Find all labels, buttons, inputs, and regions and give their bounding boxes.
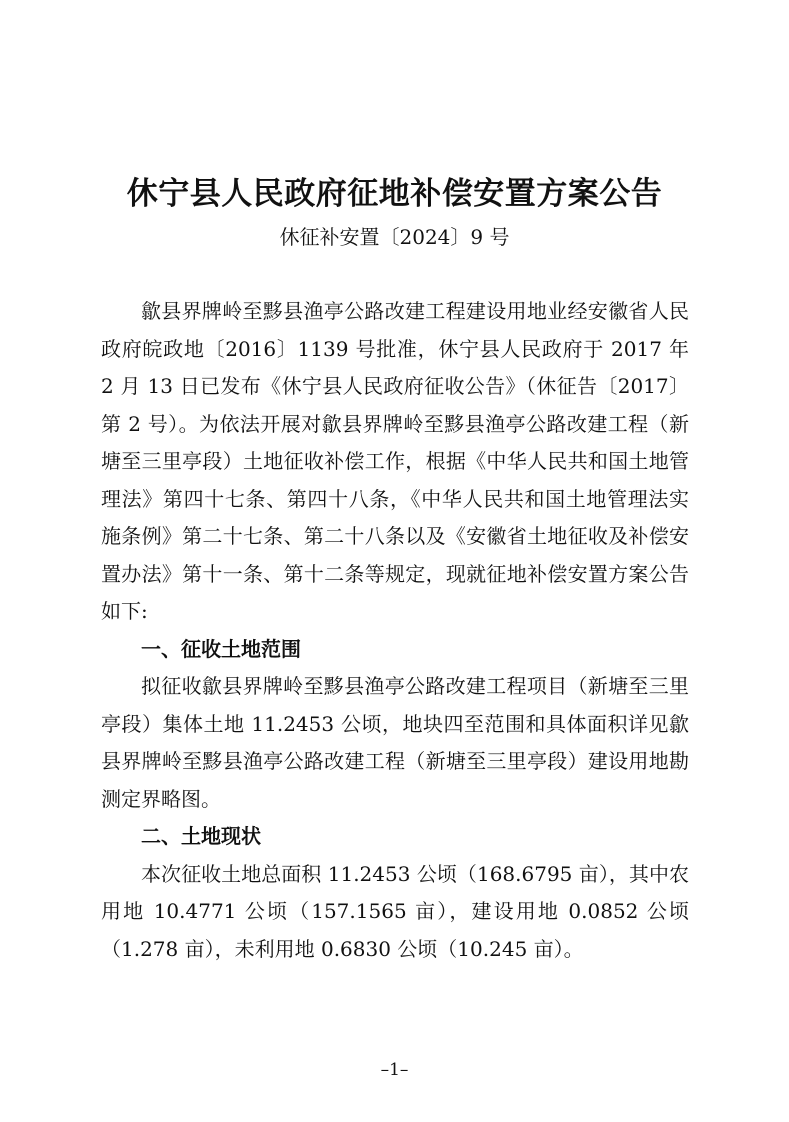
document-body [101, 293, 689, 968]
document-number: 休征补安置〔2024〕9 号 [279, 225, 510, 249]
section-1-paragraph: 拟征收歙县界牌岭至黟县渔亭公路改建工程项目（新塘至三里亭段）集体土地 11.2453 公顷，地块四至范围和具体面积详见歙县界牌岭至黟县渔亭公路改建工程（新塘至三里亭段）建设用地勘测定界略图。 [101, 674, 689, 811]
intro-paragraph: 歙县界牌岭至黟县渔亭公路改建工程建设用地业经安徽省人民政府皖政地〔2016〕1139 号批准，休宁县人民政府于 2017 年 2 月 13 日已发布《休宁县人民政府征收公告》（休征告〔2017〕第 2 号）。为依法开展对歙县界牌岭至黟县渔亭公路改建工程（新塘至三里亭段）土地征收补偿工作，根据《中华人民共和国土地管理法》第四十七条、第四十八条，《中华人民共和国土地管理法实施条例》第二十七条、第二十八条以及《安徽省土地征收及补偿安置办法》第十一条、第十二条等规定，现就征地补偿安置方案公告如下: [101, 299, 689, 623]
section-2-paragraph: 本次征收土地总面积 11.2453 公顷（168.6795 亩），其中农用地 10.4771 公顷（157.1565 亩），建设用地 0.0852 公顷（1.278 亩），未利用地 0.6830 公顷（10.245 亩）。 [101, 861, 689, 961]
section-1-heading: 一、征收土地范围 [141, 636, 301, 661]
page-title: 休宁县人民政府征地补偿安置方案公告 [126, 176, 663, 212]
section-2-heading: 二、土地现状 [141, 824, 261, 848]
page-number: –1– [380, 1060, 409, 1080]
